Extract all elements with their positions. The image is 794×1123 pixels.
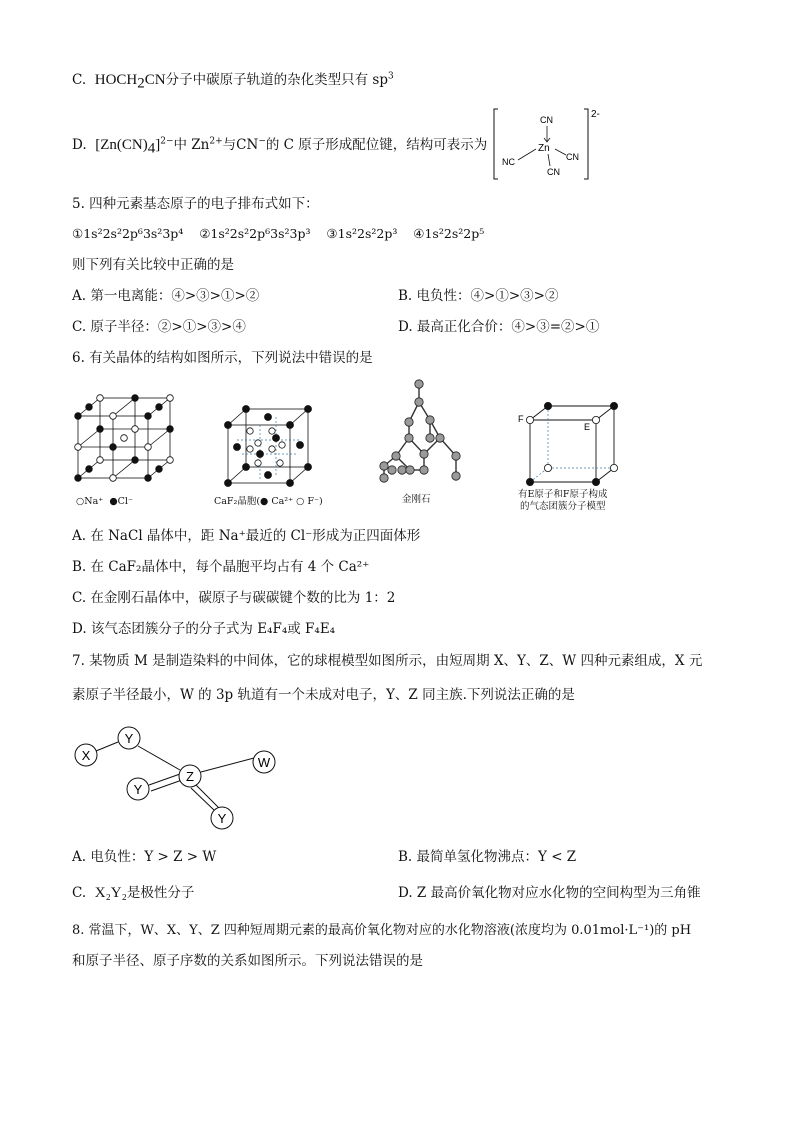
q5-option-b: B. 电负性：④>①>③>② — [398, 288, 559, 304]
q8-stem-line2: 和原子半径、原子序数的关系如图所示。下列说法错误的是 — [72, 953, 423, 969]
q6-option-c: C. 在金刚石晶体中，碳原子与碳碳键个数的比为 1：2 — [72, 590, 396, 606]
cluster-figure — [516, 398, 622, 490]
q7-option-b: B. 最简单氢化物沸点：Y < Z — [398, 849, 577, 865]
q6-option-d: D. 该气态团簇分子的分子式为 E₄F₄或 F₄E₄ — [72, 621, 336, 637]
q6-option-a: A. 在 NaCl 晶体中，距 Na⁺最近的 Cl⁻形成为正四面体形 — [72, 528, 421, 544]
struct-zn: Zn — [538, 143, 550, 154]
svg-text:F: F — [518, 414, 524, 424]
q4-option-c: C. $HOCH_2CN$分子中碳原子轨道的杂化类型只有 $sp^3$ — [72, 71, 394, 92]
q7-option-d: D. Z 最高价氧化物对应水化物的空间构型为三角锥 — [398, 885, 701, 901]
zn-cyanide-structure — [492, 105, 607, 183]
atom-x: X — [81, 748, 91, 763]
atom-y-left: Y — [133, 782, 143, 797]
q5-configs: ①1s²2s²2p⁶3s²3p⁴ ②1s²2s²2p⁶3s²3p³ ③1s²2s²2p³ ④1s²2s²2p⁵ — [72, 226, 485, 241]
q7-stem-line1: 7. 某物质 M 是制造染料的中间体，它的球棍模型如图所示，由短周期 X、Y、Z、W 四种元素组成，X 元 — [72, 653, 703, 669]
svg-text:E: E — [584, 422, 591, 432]
diamond-figure — [372, 378, 472, 488]
svg-text:CN: CN — [540, 115, 553, 125]
q5-option-c: C. 原子半径：②>①>③>④ — [72, 319, 246, 335]
q7-option-a: A. 电负性：Y > Z > W — [72, 849, 217, 865]
atom-z: Z — [186, 769, 194, 784]
q6-option-b: B. 在 CaF₂晶体中，每个晶胞平均占有 4 个 Ca²⁺ — [72, 559, 370, 575]
q5-option-d: D. 最高正化合价：④>③=②>① — [398, 319, 600, 335]
q5-stem: 5. 四种元素基态原子的电子排布式如下： — [72, 196, 319, 212]
q7-stem-line2: 素原子半径最小，W 的 3p 轨道有一个未成对电子，Y、Z 同主族.下列说法正确的是 — [72, 687, 575, 703]
nacl-crystal-figure — [70, 390, 182, 490]
diamond-caption: 金刚石 — [402, 494, 431, 505]
caf2-crystal-figure — [220, 405, 318, 491]
atom-y-top: Y — [124, 731, 134, 746]
q5-option-a: A. 第一电离能：④>③>①>② — [72, 288, 260, 304]
svg-text:NC: NC — [502, 157, 515, 167]
nacl-legend: ○Na⁺ ●Cl⁻ — [76, 496, 133, 507]
q7-option-c: C. X₂Y₂是极性分子 — [72, 885, 195, 901]
q5-ask: 则下列有关比较中正确的是 — [72, 257, 234, 273]
ball-stick-model — [68, 722, 288, 834]
cluster-caption: 有E原子和F原子构成 的气态团簇分子模型 — [518, 489, 608, 512]
q8-stem-line1: 8. 常温下，W、X、Y、Z 四种短周期元素的最高价氧化物对应的水化物溶液(浓度均为 0.01mol·L⁻¹)的 pH — [72, 923, 692, 938]
struct-charge: 2- — [591, 109, 600, 120]
q6-stem: 6. 有关晶体的结构如图所示，下列说法中错误的是 — [72, 350, 373, 366]
caf2-caption: CaF₂晶胞(● Ca²⁺ ○ F⁻) — [214, 496, 323, 507]
atom-y-bottom: Y — [217, 811, 227, 826]
svg-text:CN: CN — [547, 167, 560, 177]
q4-option-d: D. $[Zn(CN)_4]^{2-}$中 $Zn^{2+}$与CN−的 C 原子形成配位键，结构可表示为 — [72, 136, 488, 157]
atom-w: W — [257, 755, 271, 770]
svg-text:CN: CN — [566, 152, 579, 162]
